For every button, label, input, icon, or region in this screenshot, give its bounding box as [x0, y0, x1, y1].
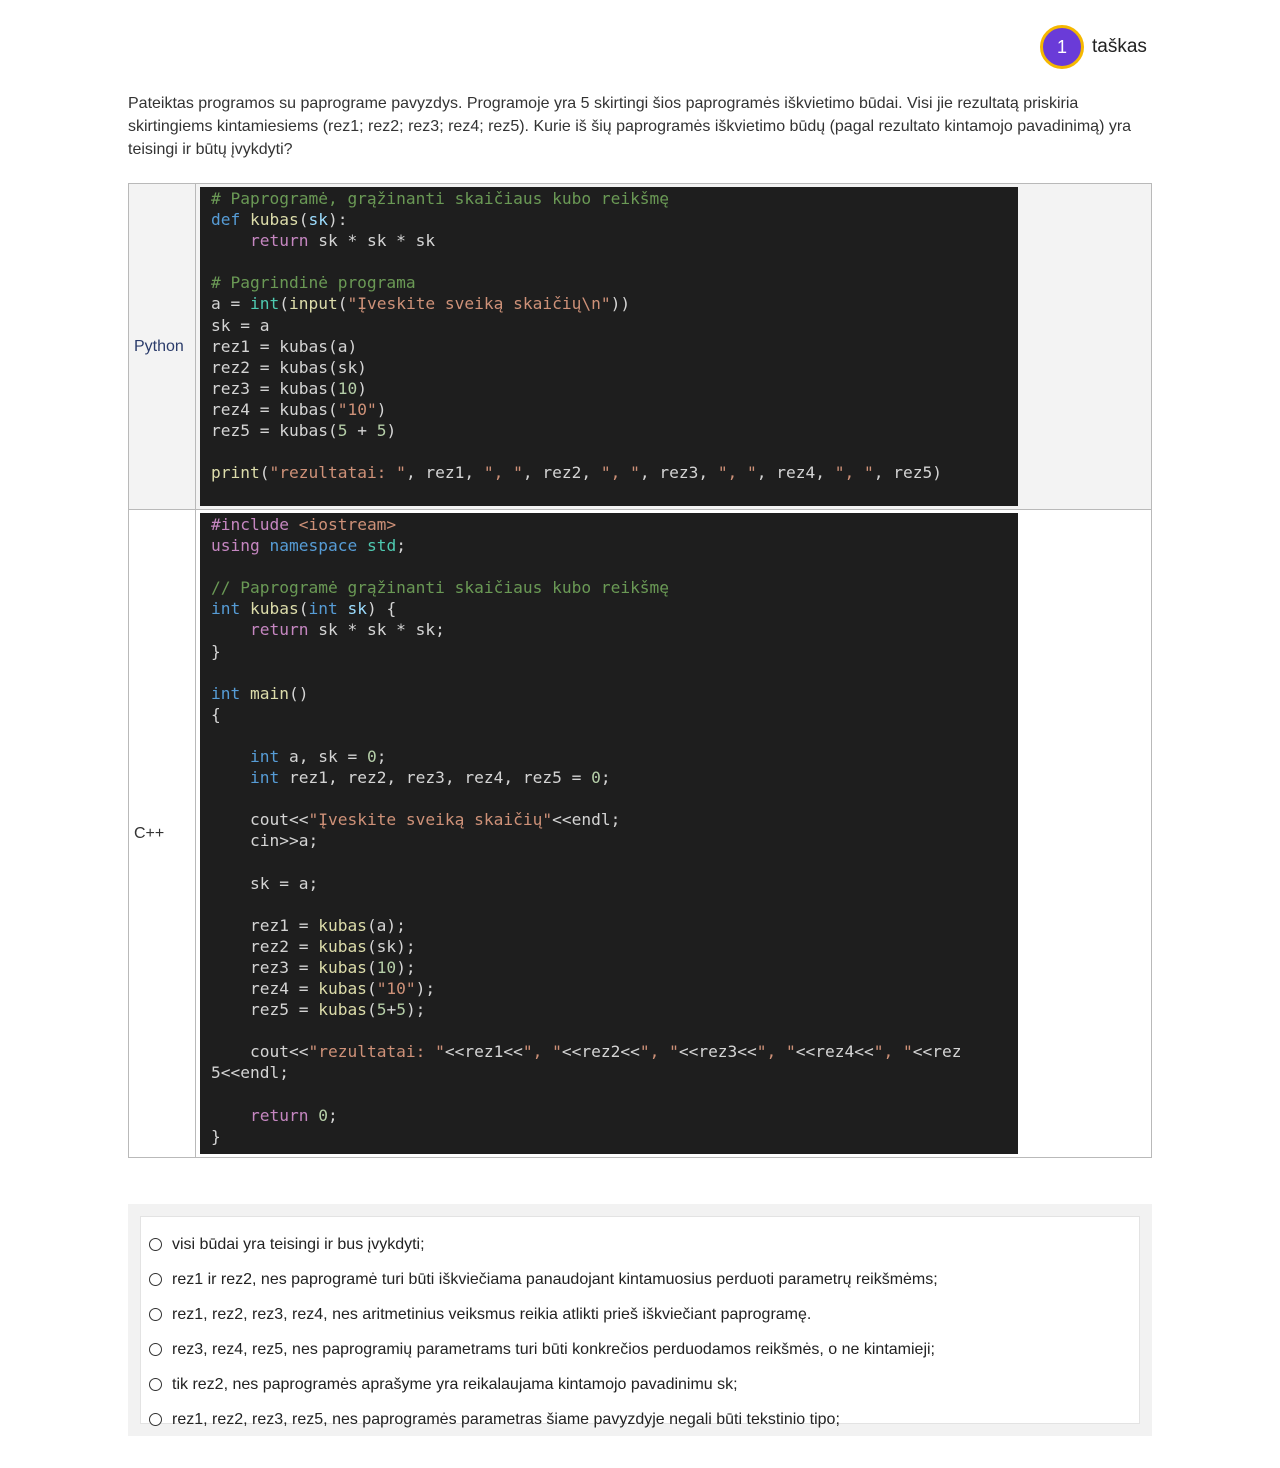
- code-line: return sk * sk * sk;: [249, 620, 445, 640]
- code-line: [211, 1020, 1018, 1041]
- question-text: Pateiktas programos su paprograme pavyzdys. Programoje yra 5 skirtingi šios paprogramės iškvietimo būdai. Visi jie rezultatą priskiria skirtingiems kintamiesiems (rez1; rez2; rez3; rez4; rez5). Kurie iš šių paprogramės iškvietimo būdų (pagal rezultato kintamojo pavadinimą) yra teisingi ir būtų įvykdyti?: [128, 95, 1132, 158]
- code-line: cout<<"Įveskite sveiką skaičių"<<endl;: [211, 810, 621, 830]
- code-line: cin>>a;: [211, 831, 319, 851]
- code-line: return sk * sk * sk: [249, 231, 436, 251]
- code-line: [211, 662, 1018, 683]
- points-label: taškas: [1092, 36, 1147, 57]
- code-line: rez3 = kubas(10);: [211, 957, 416, 977]
- code-line: rez2 = kubas(sk): [211, 357, 367, 377]
- code-line: {: [211, 704, 221, 724]
- python-code-block: [200, 187, 1018, 506]
- code-line: rez4 = kubas("10");: [211, 979, 436, 999]
- answer-option-4[interactable]: [149, 1332, 1139, 1367]
- answer-option-1[interactable]: [149, 1227, 1139, 1262]
- code-line: rez5 = kubas(5+5);: [211, 1000, 426, 1020]
- code-line: [211, 788, 1018, 809]
- cpp-row: [129, 510, 1152, 1158]
- code-line: [211, 852, 1018, 873]
- code-line: }: [211, 1126, 221, 1146]
- answer-option-3[interactable]: [149, 1297, 1139, 1332]
- answer-option-2[interactable]: [149, 1262, 1139, 1297]
- code-line: # Pagrindinė programa: [211, 273, 416, 293]
- code-line: sk = a: [211, 315, 270, 335]
- cpp-code-block: [200, 513, 1018, 1154]
- code-line: print("rezultatai: ", rez1, ", ", rez2, ", ", rez3, ", ", rez4, ", ", rez5): [211, 463, 942, 483]
- code-line: [211, 894, 1018, 915]
- python-row: [129, 184, 1152, 510]
- answer-option-label: tik rez2, nes paprogramės aprašyme yra reikalaujama kintamojo pavadinimu sk;: [172, 1375, 738, 1393]
- code-line: cout<<"rezultatai: "<<rez1<<", "<<rez2<<", "<<rez3<<", "<<rez4<<", "<<rez: [211, 1042, 962, 1062]
- code-line: [211, 441, 1018, 462]
- code-line: }: [211, 641, 221, 661]
- answer-option-label: rez3, rez4, rez5, nes paprogramių parametrams turi būti konkrečios perduodamos reikšmės, o ne kintamieji;: [172, 1340, 935, 1358]
- code-line: [211, 556, 1018, 577]
- radio-button[interactable]: [149, 1308, 162, 1321]
- python-code-cell: [196, 184, 1152, 510]
- radio-button[interactable]: [149, 1273, 162, 1286]
- python-label: Python: [129, 184, 196, 510]
- code-line: #include <iostream>: [211, 515, 397, 534]
- code-line: int main(): [211, 683, 309, 703]
- cpp-label: C++: [129, 510, 196, 1158]
- code-line: a = int(input("Įveskite sveiką skaičių\n")): [211, 294, 631, 314]
- answer-options-list: [140, 1216, 1140, 1428]
- answer-option-label: rez1, rez2, rez3, rez4, nes aritmetinius veiksmus reikia atlikti prieš iškviečiant paprogramę.: [172, 1305, 812, 1323]
- code-line: using namespace std;: [211, 536, 406, 556]
- answer-option-label: visi būdai yra teisingi ir bus įvykdyti;: [172, 1235, 425, 1253]
- points-indicator: [1040, 25, 1147, 69]
- code-line: int rez1, rez2, rez3, rez4, rez5 = 0;: [249, 768, 611, 788]
- answer-option-6[interactable]: [149, 1402, 1139, 1437]
- code-line: rez3 = kubas(10): [211, 378, 367, 398]
- radio-button[interactable]: [149, 1378, 162, 1391]
- code-line: [211, 725, 1018, 746]
- code-line: [211, 1084, 1018, 1105]
- code-line: rez1 = kubas(a);: [211, 915, 406, 935]
- code-line: rez2 = kubas(sk);: [211, 936, 416, 956]
- code-line: def kubas(sk):: [211, 210, 348, 230]
- cpp-code-cell: [196, 510, 1152, 1158]
- code-line: sk = a;: [211, 873, 319, 893]
- code-line: int a, sk = 0;: [249, 747, 387, 767]
- code-line: rez5 = kubas(5 + 5): [211, 421, 397, 441]
- answer-option-label: rez1 ir rez2, nes paprogramė turi būti iškviečiama panaudojant kintamuosius perduoti parametrų reikšmėms;: [172, 1270, 938, 1288]
- code-line: # Paprogramė, grąžinanti skaičiaus kubo reikšmę: [211, 189, 670, 208]
- radio-button[interactable]: [149, 1343, 162, 1356]
- code-line: int kubas(int sk) {: [211, 599, 397, 619]
- code-line: [211, 251, 1018, 272]
- radio-button[interactable]: [149, 1413, 162, 1426]
- code-line: rez4 = kubas("10"): [211, 399, 387, 419]
- code-examples-table: [128, 183, 1152, 1158]
- code-line: return 0;: [249, 1105, 338, 1125]
- code-line: 5<<endl;: [211, 1063, 289, 1083]
- answer-options-box: [128, 1204, 1152, 1436]
- answer-option-label: rez1, rez2, rez3, rez5, nes paprogramės parametras šiame pavyzdyje negali būti tekstinio tipo;: [172, 1410, 840, 1428]
- answer-option-5[interactable]: [149, 1367, 1139, 1402]
- code-line: rez1 = kubas(a): [211, 336, 358, 356]
- points-badge: 1: [1040, 25, 1084, 69]
- radio-button[interactable]: [149, 1238, 162, 1251]
- code-line: // Paprogramė grąžinanti skaičiaus kubo reikšmę: [211, 578, 670, 598]
